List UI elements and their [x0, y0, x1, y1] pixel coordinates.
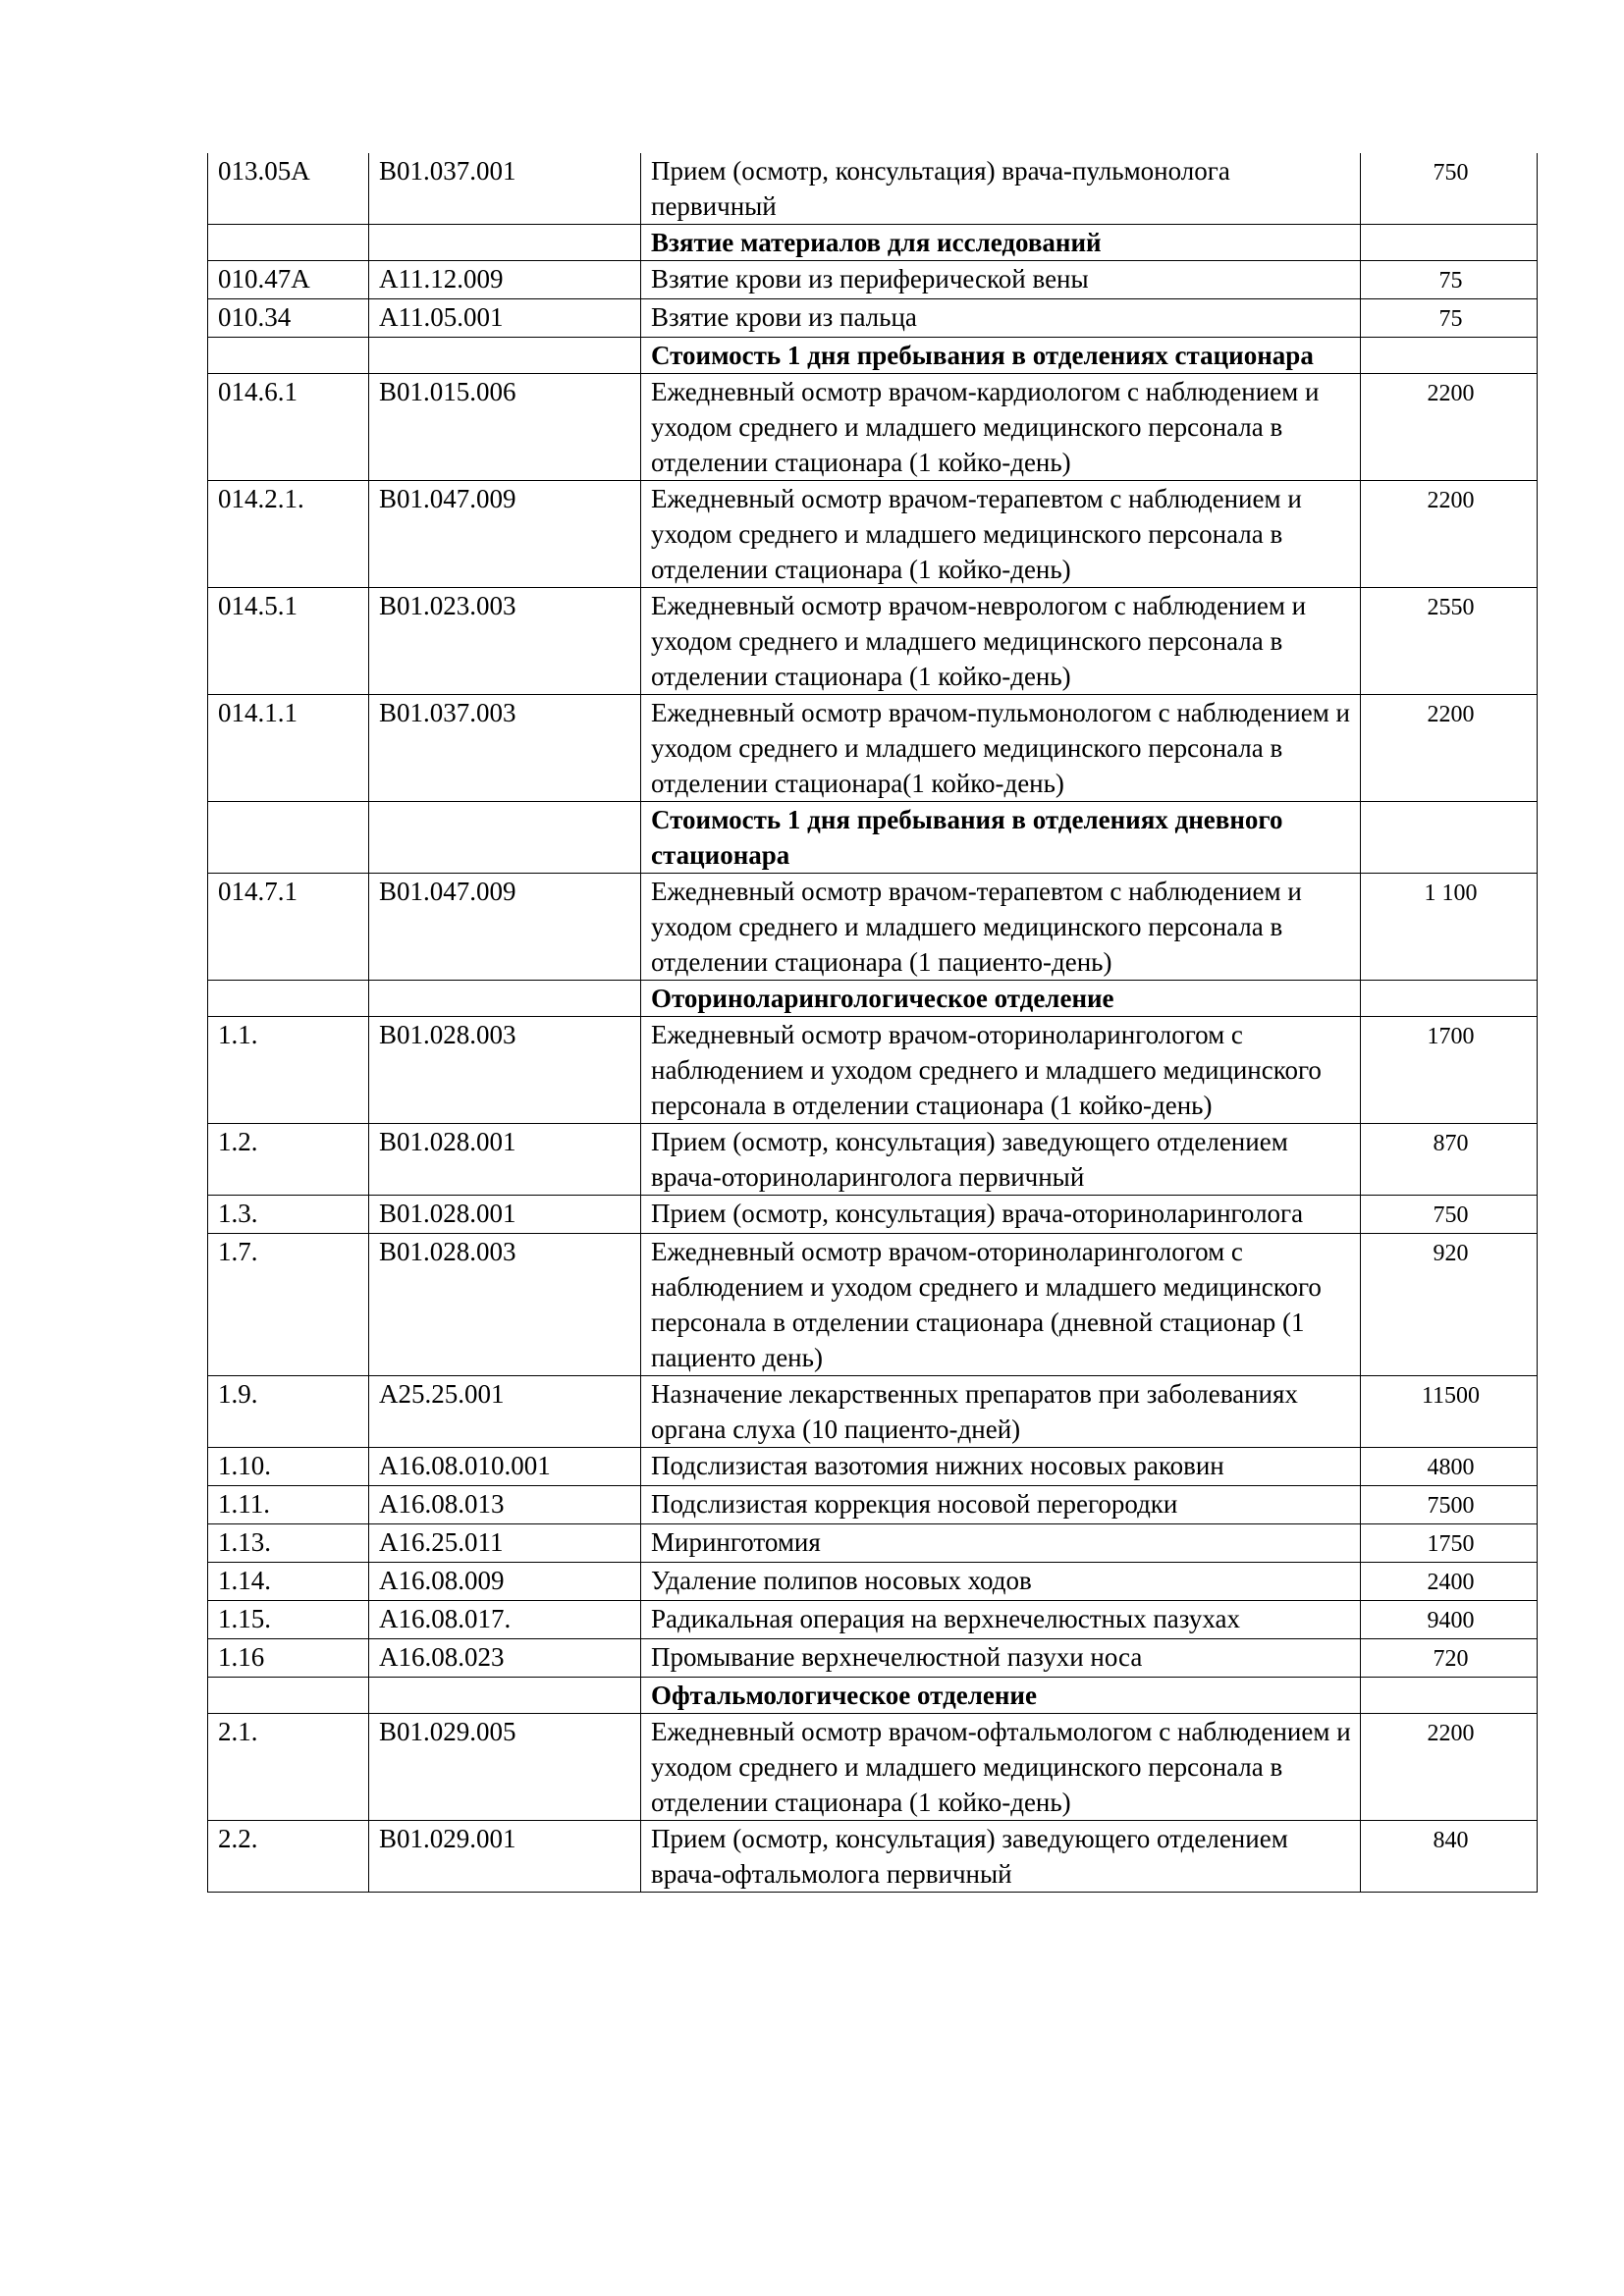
service-name-cell: Оториноларингологическое отделение	[641, 981, 1361, 1017]
price-cell: 75	[1361, 261, 1538, 299]
price-cell: 11500	[1361, 1376, 1538, 1448]
table-row	[208, 481, 1538, 588]
price-cell: 1750	[1361, 1524, 1538, 1563]
service-code-cell	[208, 338, 369, 374]
table-row	[208, 1124, 1538, 1196]
price-cell: 2200	[1361, 374, 1538, 481]
service-name-cell: Стоимость 1 дня пребывания в отделениях стационара	[641, 338, 1361, 374]
table-row	[208, 1639, 1538, 1678]
service-name-cell: Прием (осмотр, консультация) врача-оториноларинголога	[641, 1196, 1361, 1234]
nomenclature-code-cell: В01.028.001	[369, 1124, 641, 1196]
nomenclature-code-cell	[369, 1678, 641, 1714]
price-cell: 840	[1361, 1821, 1538, 1893]
table-row	[208, 1486, 1538, 1524]
service-code-cell: 014.2.1.	[208, 481, 369, 588]
price-cell: 1700	[1361, 1017, 1538, 1124]
table-row	[208, 588, 1538, 695]
service-name-cell: Удаление полипов носовых ходов	[641, 1563, 1361, 1601]
price-cell: 2200	[1361, 481, 1538, 588]
service-name-cell: Миринготомия	[641, 1524, 1361, 1563]
service-code-cell: 1.7.	[208, 1234, 369, 1376]
service-code-cell: 1.15.	[208, 1601, 369, 1639]
service-code-cell: 014.6.1	[208, 374, 369, 481]
price-cell: 750	[1361, 1196, 1538, 1234]
table-row	[208, 1601, 1538, 1639]
price-cell: 750	[1361, 153, 1538, 225]
nomenclature-code-cell: А16.08.023	[369, 1639, 641, 1678]
service-name-cell: Взятие материалов для исследований	[641, 225, 1361, 261]
nomenclature-code-cell: А16.08.009	[369, 1563, 641, 1601]
nomenclature-code-cell: А11.12.009	[369, 261, 641, 299]
service-code-cell: 2.2.	[208, 1821, 369, 1893]
price-cell	[1361, 225, 1538, 261]
service-name-cell: Подслизистая коррекция носовой перегородки	[641, 1486, 1361, 1524]
nomenclature-code-cell	[369, 802, 641, 874]
section-header-row	[208, 981, 1538, 1017]
service-name-cell: Ежедневный осмотр врачом-кардиологом с наблюдением и уходом среднего и младшего медицинского персонала в отделении стационара (1 койко-день)	[641, 374, 1361, 481]
price-cell	[1361, 1678, 1538, 1714]
service-code-cell	[208, 1678, 369, 1714]
service-code-cell	[208, 981, 369, 1017]
section-header-row	[208, 225, 1538, 261]
table-row	[208, 1714, 1538, 1821]
price-list-table	[207, 153, 1538, 1893]
table-row	[208, 261, 1538, 299]
section-header-row	[208, 1678, 1538, 1714]
service-code-cell	[208, 802, 369, 874]
service-code-cell: 010.34	[208, 299, 369, 338]
nomenclature-code-cell	[369, 981, 641, 1017]
price-cell	[1361, 802, 1538, 874]
table-row	[208, 153, 1538, 225]
price-cell: 2200	[1361, 695, 1538, 802]
service-code-cell: 1.13.	[208, 1524, 369, 1563]
service-code-cell: 1.11.	[208, 1486, 369, 1524]
service-name-cell: Радикальная операция на верхнечелюстных пазухах	[641, 1601, 1361, 1639]
nomenclature-code-cell: В01.037.003	[369, 695, 641, 802]
table-row	[208, 1196, 1538, 1234]
nomenclature-code-cell: В01.037.001	[369, 153, 641, 225]
service-code-cell: 014.7.1	[208, 874, 369, 981]
table-row	[208, 299, 1538, 338]
service-code-cell: 1.3.	[208, 1196, 369, 1234]
service-code-cell: 2.1.	[208, 1714, 369, 1821]
service-name-cell: Ежедневный осмотр врачом-терапевтом с наблюдением и уходом среднего и младшего медицинского персонала в отделении стационара (1 пациенто-день)	[641, 874, 1361, 981]
nomenclature-code-cell: В01.047.009	[369, 481, 641, 588]
price-cell: 75	[1361, 299, 1538, 338]
table-row	[208, 1234, 1538, 1376]
service-name-cell: Подслизистая вазотомия нижних носовых раковин	[641, 1448, 1361, 1486]
nomenclature-code-cell	[369, 225, 641, 261]
service-name-cell: Ежедневный осмотр врачом-оториноларингологом с наблюдением и уходом среднего и младшего медицинского персонала в отделении стационара (1 койко-день)	[641, 1017, 1361, 1124]
section-header-row	[208, 802, 1538, 874]
nomenclature-code-cell: В01.028.003	[369, 1017, 641, 1124]
nomenclature-code-cell: В01.028.001	[369, 1196, 641, 1234]
table-row	[208, 1448, 1538, 1486]
table-row	[208, 874, 1538, 981]
table-row	[208, 1017, 1538, 1124]
service-name-cell: Ежедневный осмотр врачом-пульмонологом с наблюдением и уходом среднего и младшего медицинского персонала в отделении стационара(1 койко-день)	[641, 695, 1361, 802]
service-code-cell: 1.2.	[208, 1124, 369, 1196]
price-cell: 2550	[1361, 588, 1538, 695]
price-cell: 920	[1361, 1234, 1538, 1376]
table-row	[208, 1821, 1538, 1893]
nomenclature-code-cell: В01.029.001	[369, 1821, 641, 1893]
nomenclature-code-cell: В01.029.005	[369, 1714, 641, 1821]
service-code-cell: 014.1.1	[208, 695, 369, 802]
service-code-cell: 013.05А	[208, 153, 369, 225]
service-name-cell: Офтальмологическое отделение	[641, 1678, 1361, 1714]
price-cell	[1361, 981, 1538, 1017]
nomenclature-code-cell: В01.023.003	[369, 588, 641, 695]
price-cell	[1361, 338, 1538, 374]
nomenclature-code-cell: А16.08.010.001	[369, 1448, 641, 1486]
service-code-cell: 1.1.	[208, 1017, 369, 1124]
service-code-cell: 010.47А	[208, 261, 369, 299]
price-cell: 720	[1361, 1639, 1538, 1678]
service-code-cell: 1.9.	[208, 1376, 369, 1448]
nomenclature-code-cell: В01.047.009	[369, 874, 641, 981]
service-name-cell: Ежедневный осмотр врачом-офтальмологом с наблюдением и уходом среднего и младшего медицинского персонала в отделении стационара (1 койко-день)	[641, 1714, 1361, 1821]
nomenclature-code-cell: А16.25.011	[369, 1524, 641, 1563]
price-cell: 9400	[1361, 1601, 1538, 1639]
price-cell: 4800	[1361, 1448, 1538, 1486]
service-code-cell: 1.14.	[208, 1563, 369, 1601]
service-code-cell: 014.5.1	[208, 588, 369, 695]
table-row	[208, 695, 1538, 802]
service-name-cell: Промывание верхнечелюстной пазухи носа	[641, 1639, 1361, 1678]
nomenclature-code-cell: А25.25.001	[369, 1376, 641, 1448]
service-name-cell: Стоимость 1 дня пребывания в отделениях дневного стационара	[641, 802, 1361, 874]
service-name-cell: Прием (осмотр, консультация) заведующего отделением врача-офтальмолога первичный	[641, 1821, 1361, 1893]
table-row	[208, 1376, 1538, 1448]
service-code-cell: 1.16	[208, 1639, 369, 1678]
service-name-cell: Ежедневный осмотр врачом-терапевтом с наблюдением и уходом среднего и младшего медицинского персонала в отделении стационара (1 койко-день)	[641, 481, 1361, 588]
nomenclature-code-cell: А16.08.017.	[369, 1601, 641, 1639]
price-list-body	[208, 153, 1538, 1893]
nomenclature-code-cell: А16.08.013	[369, 1486, 641, 1524]
service-name-cell: Ежедневный осмотр врачом-неврологом с наблюдением и уходом среднего и младшего медицинского персонала в отделении стационара (1 койко-день)	[641, 588, 1361, 695]
service-name-cell: Назначение лекарственных препаратов при заболеваниях органа слуха (10 пациенто-дней)	[641, 1376, 1361, 1448]
nomenclature-code-cell: А11.05.001	[369, 299, 641, 338]
nomenclature-code-cell: В01.028.003	[369, 1234, 641, 1376]
service-name-cell: Прием (осмотр, консультация) заведующего отделением врача-оториноларинголога первичный	[641, 1124, 1361, 1196]
service-name-cell: Прием (осмотр, консультация) врача-пульмонолога первичный	[641, 153, 1361, 225]
price-cell: 2400	[1361, 1563, 1538, 1601]
table-row	[208, 1563, 1538, 1601]
service-code-cell: 1.10.	[208, 1448, 369, 1486]
service-name-cell: Взятие крови из пальца	[641, 299, 1361, 338]
service-name-cell: Ежедневный осмотр врачом-оториноларингологом с наблюдением и уходом среднего и младшего медицинского персонала в отделении стационара (дневной стационар (1 пациенто день)	[641, 1234, 1361, 1376]
service-name-cell: Взятие крови из периферической вены	[641, 261, 1361, 299]
price-cell: 2200	[1361, 1714, 1538, 1821]
price-cell: 870	[1361, 1124, 1538, 1196]
section-header-row	[208, 338, 1538, 374]
price-cell: 7500	[1361, 1486, 1538, 1524]
price-cell: 1 100	[1361, 874, 1538, 981]
nomenclature-code-cell: В01.015.006	[369, 374, 641, 481]
nomenclature-code-cell	[369, 338, 641, 374]
table-row	[208, 1524, 1538, 1563]
service-code-cell	[208, 225, 369, 261]
table-row	[208, 374, 1538, 481]
